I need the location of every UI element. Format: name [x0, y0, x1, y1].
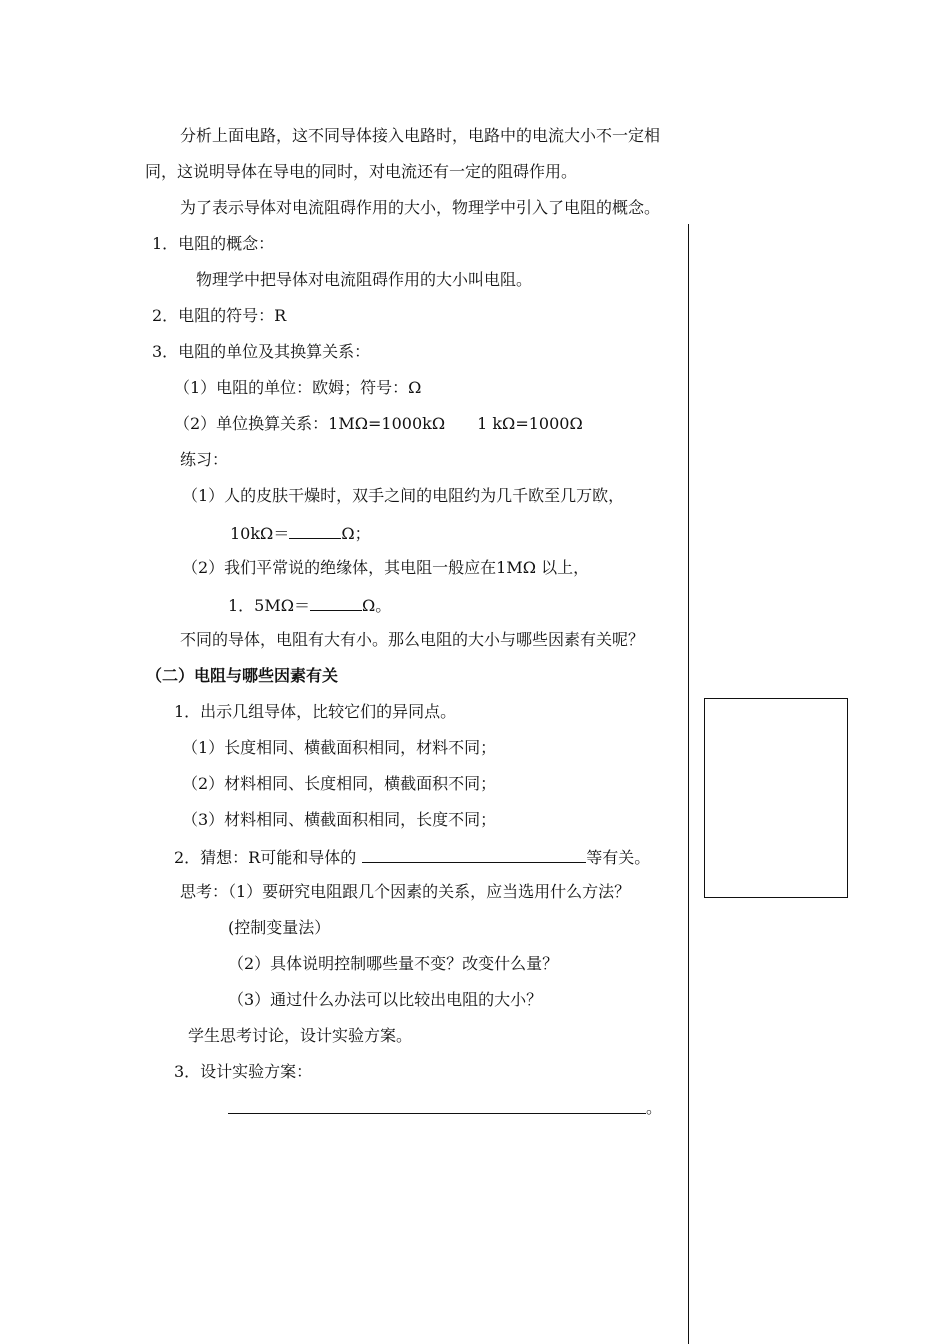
unit-title: 3．电阻的单位及其换算关系：	[152, 342, 371, 361]
unit-item-1: （1）电阻的单位：欧姆；符号：Ω	[174, 378, 422, 397]
guess-blank[interactable]	[362, 846, 586, 863]
practice-answer-2	[228, 594, 391, 616]
think-answer-1: (控制变量法）	[228, 918, 331, 937]
section-2-heading: （二）电阻与哪些因素有关	[146, 666, 339, 685]
guess-line	[174, 846, 650, 868]
answer-1-prefix: 10kΩ＝	[230, 524, 290, 543]
section-2-step-3: 3．设计实验方案：	[174, 1062, 313, 1081]
section-2-step-1: 1．出示几组导体，比较它们的异同点。	[174, 702, 457, 721]
answer-1-blank[interactable]	[289, 522, 341, 539]
guess-suffix: 等有关。	[586, 848, 651, 867]
answer-1-suffix: Ω；	[341, 524, 371, 543]
concept-title: 1．电阻的概念：	[152, 234, 275, 253]
practice-answer-1	[230, 522, 371, 544]
guess-prefix: 2．猜想：R可能和导体的	[174, 848, 357, 867]
transition-question: 不同的导体，电阻有大有小。那么电阻的大小与哪些因素有关呢？	[180, 630, 645, 649]
answer-2-blank[interactable]	[310, 594, 362, 611]
intro-paragraph-line-2: 同，这说明导体在导电的同时，对电流还有一定的阻碍作用。	[145, 162, 578, 181]
margin-note-box	[704, 698, 848, 898]
discussion-line: 学生思考讨论，设计实验方案。	[188, 1026, 413, 1045]
experiment-plan-answer-line[interactable]	[228, 1113, 646, 1114]
answer-2-suffix: Ω。	[362, 596, 392, 615]
answer-line-end-mark: 。	[646, 1098, 663, 1117]
comparison-item-3: （3）材料相同、横截面积相同，长度不同；	[182, 810, 497, 829]
think-question-1: 思考：（1）要研究电阻跟几个因素的关系，应当选用什么方法？	[180, 882, 631, 901]
practice-question-1: （1）人的皮肤干燥时，双手之间的电阻约为几千欧至几万欧，	[182, 486, 625, 505]
concept-text: 物理学中把导体对电流阻碍作用的大小叫电阻。	[196, 270, 533, 289]
think-question-3: （3）通过什么办法可以比较出电阻的大小？	[228, 990, 543, 1009]
practice-question-2: （2）我们平常说的绝缘体，其电阻一般应在1MΩ 以上，	[182, 558, 590, 577]
comparison-item-2: （2）材料相同、长度相同，横截面积不同；	[182, 774, 497, 793]
margin-divider-line	[688, 224, 689, 1344]
unit-item-2: （2）单位换算关系：1MΩ=1000kΩ 1 kΩ=1000Ω	[174, 414, 583, 433]
intro-paragraph-line-1: 分析上面电路，这不同导体接入电路时，电路中的电流大小不一定相	[180, 126, 661, 145]
answer-2-prefix: 1．5MΩ＝	[228, 596, 311, 615]
intro-paragraph-2: 为了表示导体对电流阻碍作用的大小，物理学中引入了电阻的概念。	[180, 198, 661, 217]
think-question-2: （2）具体说明控制哪些量不变？改变什么量？	[228, 954, 559, 973]
comparison-item-1: （1）长度相同、横截面积相同，材料不同；	[182, 738, 497, 757]
practice-title: 练习：	[180, 450, 229, 469]
symbol-line: 2．电阻的符号：R	[152, 306, 287, 325]
